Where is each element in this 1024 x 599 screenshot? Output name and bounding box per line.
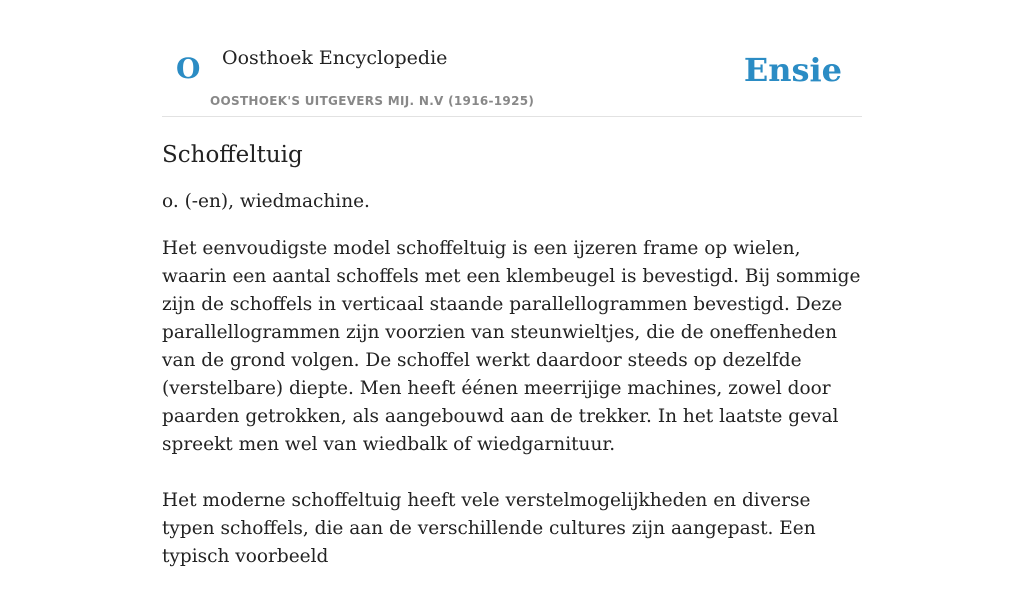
site-title[interactable]: Oosthoek Encyclopedie [222,47,448,69]
site-logo-icon[interactable]: O [176,52,201,85]
article-title: Schoffeltuig [162,142,303,168]
article-definition: o. (-en), wiedmachine. [162,191,370,212]
article-content [162,138,862,599]
publisher-label: OOSTHOEK'S UITGEVERS MIJ. N.V (1916-1925) [210,94,535,108]
article-paragraph: Het moderne schoffeltuig heeft vele verstelmogelijkheden en diverse typen schoffels, die aan de verschillende cultures zijn aangepast. Een typisch voorbeeld [162,490,816,567]
article-paragraph: Het eenvoudigste model schoffeltuig is een ijzeren frame op wielen, waarin een aantal schoffels met een klembeugel is bevestigd. Bij sommige zijn de schoffels in verticaal staande parallellogrammen bevestigd. Deze parallellogrammen zijn voorzien van steunwieltjes, die de oneffenheden van de grond volgen. De schoffel werkt daardoor steeds op dezelfde (verstelbare) diepte. Men heeft éénen meerrijige machines, zowel door paarden getrokken, als aangebouwd aan de trekker. In het laatste geval spreekt men wel van wiedbalk of wiedgarnituur. [162,238,861,455]
brand-logo[interactable]: Ensie [743,51,842,89]
